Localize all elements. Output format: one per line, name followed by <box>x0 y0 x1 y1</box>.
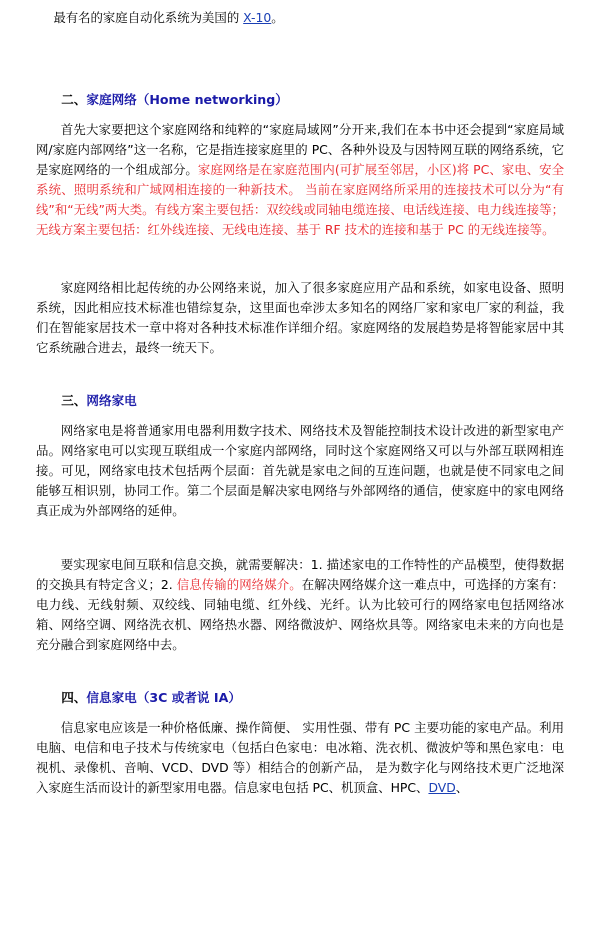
paragraph-network-appliance-2 <box>36 555 564 655</box>
heading-information-appliance <box>36 688 564 708</box>
dvd-link[interactable]: DVD <box>428 780 456 796</box>
heading-title-2: 家庭网络（Home networking） <box>86 91 288 107</box>
section-gap-2 <box>36 369 564 391</box>
heading-number-2: 二、 <box>61 91 87 107</box>
top-spacer <box>36 0 564 8</box>
run-text-2: 、 <box>455 780 469 796</box>
top-text-before: 最有名的家庭自动化系统为美国的 <box>53 10 244 25</box>
run-text-highlight-2: 当前在家庭网络所采用的连接技术可以分为“有线”和“无线”两大类。有线方案主要包括：双绞线或同轴电缆连接、电话线连接、电力线连接等；无线方案主要包括：红外线连接、无线电连接、基于 RF 技术的连接和基于 PC 的无线连接等。 <box>36 182 564 238</box>
top-text-after: 。 <box>271 10 284 25</box>
heading-network-appliance <box>36 391 564 411</box>
paragraph-gap-2 <box>36 533 564 555</box>
run-text-highlight: 家庭网络是在家庭范围内(可扩展至邻居，小区)将 PC、家电、安全系统、照明系统和广域网相连接的一种新技术。 <box>36 162 565 198</box>
section-gap-3 <box>36 666 564 688</box>
paragraph-home-networking-2 <box>36 278 564 358</box>
x10-link[interactable]: X-10 <box>243 10 272 25</box>
run-text: 网络家电是将普通家用电器利用数字技术、网络技术及智能控制技术设计改进的新型家电产品。网络家电可以实现互联组成一个家庭内部网络，同时这个家庭网络又可以与外部互联网相连接。可见，网络家电技术包括两个层面：首先就是家电之间的互连问题，也就是使不同家电之间能够互相识别，协同工作。第二个层面是解决家电网络与外部网络的通信，使家庭中的家电网络真正成为外部网络的延伸。 <box>36 423 564 519</box>
heading-number-4: 四、 <box>61 690 87 705</box>
paragraph-home-networking-1 <box>36 120 564 241</box>
heading-title-4: 信息家电（3C 或者说 IA） <box>86 690 241 705</box>
section-gap-1 <box>36 28 564 90</box>
heading-number-3: 三、 <box>61 392 87 408</box>
heading-title-3: 网络家电 <box>86 392 137 408</box>
run-text: 家庭网络相比起传统的办公网络来说，加入了很多家庭应用产品和系统，如家电设备、照明系统，因此相应技术标准也错综复杂，这里面也牵涉太多知名的网络厂家和家电厂家的利益，我们在智能家居技术一章中将对各种技术标准作详细介绍。家庭网络的发展趋势是将智能家居中其它系统融合进去，最终一统天下。 <box>36 279 564 355</box>
heading-home-networking <box>36 90 564 110</box>
paragraph-gap-1 <box>36 252 564 278</box>
paragraph-network-appliance-1 <box>36 421 564 521</box>
run-text: 信息家电应该是一种价格低廉、操作简便、 实用性强、带有 PC 主要功能的家电产品。利用电脑、电信和电子技术与传统家电（包括白色家电：电冰箱、洗衣机、微波炉等和黑色家电：电视机、录像机、音响、VCD、DVD 等）相结合的创新产品， 是为数字化与网络技术更广泛地深入家庭生活而设计的新型家用电器。信息家电包括 PC、机顶盒、HPC、 <box>36 720 564 796</box>
run-text: 首先大家要把这个家庭网络和纯粹的“家庭局域网”分开来,我们在本书中还会提到“家庭局域网/家庭内部网络”这一名称，它是指连接家庭里的 PC、各种外设及与因特网互联的网络系统，它是家庭网络的一个组成部分。 <box>36 121 564 178</box>
run-text-2: 在解决网络媒介这一难点中，可选择的方案有：电力线、无线射频、双绞线、同轴电缆、红外线、光纤。认为比较可行的网络家电包括网络冰箱、网络空调、网络洗衣机、网络热水器、网络微波炉、网络炊具等。网络家电未来的方向也是充分融合到家庭网络中去。 <box>36 576 565 652</box>
top-text-line <box>36 8 564 28</box>
run-text-highlight: 信息传输的网络媒介。 <box>176 576 302 592</box>
paragraph-information-appliance-1 <box>36 718 564 798</box>
run-text: 要实现家电间互联和信息交换，就需要解决：1. 描述家电的工作特性的产品模型，使得数据的交换具有特定含义；2. <box>36 556 564 592</box>
